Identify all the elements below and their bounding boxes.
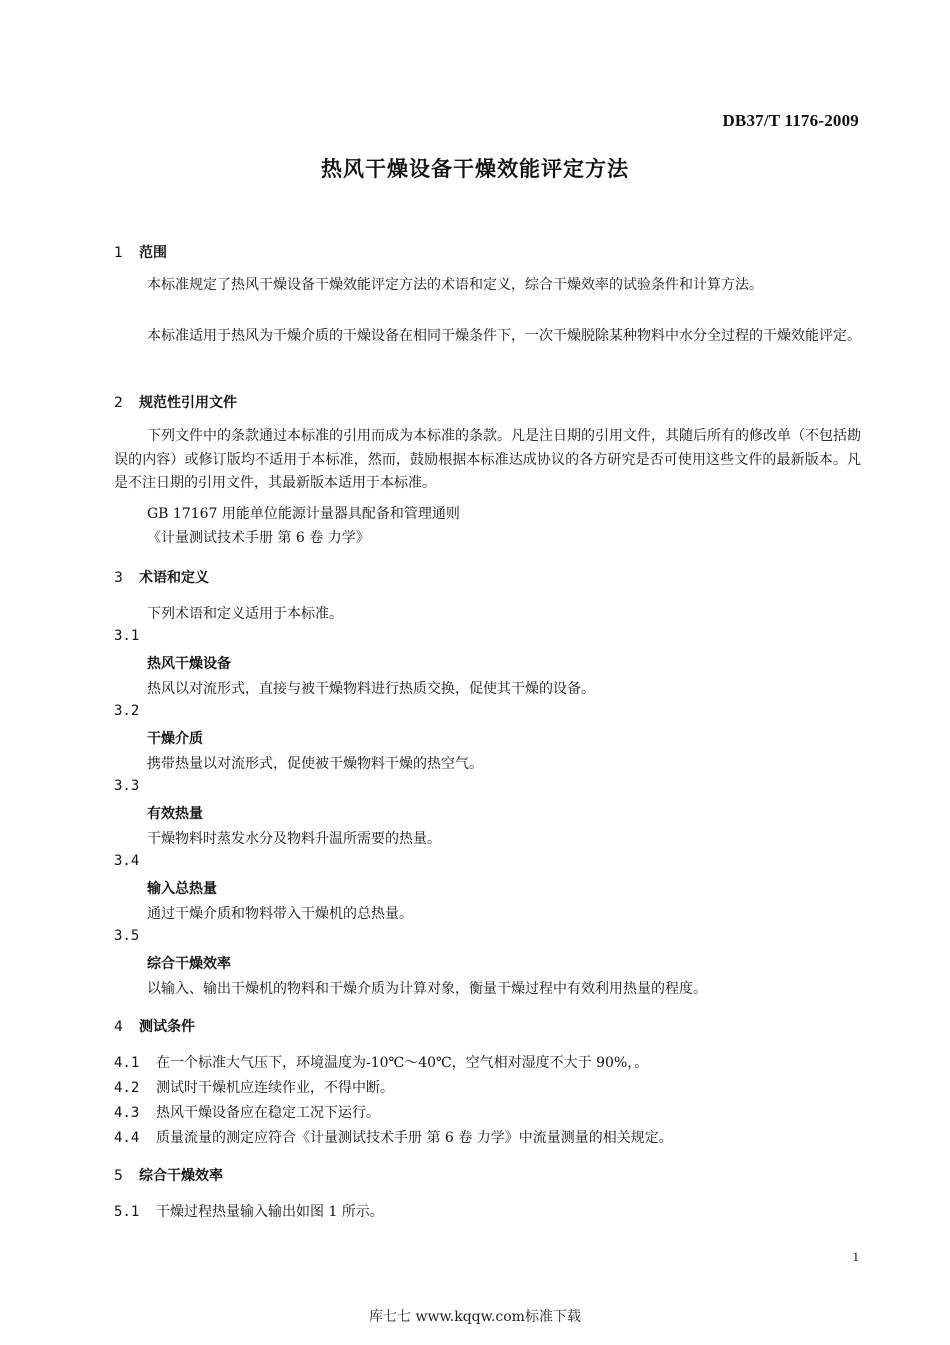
section-number: 2	[114, 395, 123, 411]
clause-number: 4.2	[114, 1080, 140, 1096]
section-1-heading	[114, 242, 167, 262]
section-number: 1	[114, 245, 123, 261]
section-3-intro: 下列术语和定义适用于本标准。	[147, 606, 343, 622]
section-title: 测试条件	[139, 1019, 195, 1035]
section-1-paragraph-2: 本标准适用于热风为干燥介质的干燥设备在相同干燥条件下，一次干燥脱除某种物料中水分全过程的干燥效能评定。	[147, 328, 861, 344]
term-definition: 通过干燥介质和物料带入干燥机的总热量。	[147, 906, 413, 922]
clause-number: 4.3	[114, 1105, 140, 1121]
page-number: 1	[852, 1249, 859, 1264]
normative-reference: GB 17167 用能单位能源计量器具配备和管理通则	[147, 506, 460, 522]
normative-reference: 《计量测试技术手册 第 6 卷 力学》	[147, 530, 370, 546]
section-title: 综合干燥效率	[139, 1168, 223, 1184]
term-definition: 干燥物料时蒸发水分及物料升温所需要的热量。	[147, 831, 441, 847]
term-number: 3.1	[114, 628, 140, 644]
clause-text: 测试时干燥机应连续作业，不得中断。	[156, 1080, 394, 1096]
clause-item	[114, 1201, 384, 1221]
download-footer: 库七七 www.kqqw.com标准下载	[369, 1309, 581, 1325]
section-3-heading	[114, 567, 209, 587]
term-name: 干燥介质	[147, 731, 203, 747]
clause-text: 热风干燥设备应在稳定工况下运行。	[156, 1105, 380, 1121]
section-4-heading	[114, 1016, 195, 1036]
section-title: 规范性引用文件	[139, 395, 237, 411]
term-number: 3.3	[114, 778, 140, 794]
clause-item	[114, 1052, 648, 1072]
term-name: 综合干燥效率	[147, 956, 231, 972]
section-1-paragraph-1: 本标准规定了热风干燥设备干燥效能评定方法的术语和定义，综合干燥效率的试验条件和计算方法。	[147, 277, 763, 293]
clause-item	[114, 1077, 394, 1097]
clause-text: 在一个标准大气压下，环境温度为-10℃～40℃，空气相对湿度不大于 90%，。	[156, 1055, 649, 1071]
term-name: 热风干燥设备	[147, 656, 231, 672]
section-2-paragraph: 下列文件中的条款通过本标准的引用而成为本标准的条款。凡是注日期的引用文件，其随后所有的修改单（不包括勘误的内容）或修订版均不适用于本标准，然而，鼓励根据本标准达成协议的各方研究是否可使用这些文件的最新版本。凡是不注日期的引用文件，其最新版本适用于本标准。	[114, 428, 861, 491]
section-number: 5	[114, 1168, 123, 1184]
term-number: 3.5	[114, 928, 140, 944]
term-definition: 携带热量以对流形式，促使被干燥物料干燥的热空气。	[147, 756, 483, 772]
standard-number: DB37/T 1176-2009	[722, 111, 859, 130]
clause-text: 干燥过程热量输入输出如图 1 所示。	[156, 1204, 384, 1220]
term-number: 3.4	[114, 853, 140, 869]
section-2-heading	[114, 392, 237, 412]
section-title: 术语和定义	[139, 570, 209, 586]
section-number: 4	[114, 1019, 123, 1035]
term-name: 输入总热量	[147, 881, 217, 897]
term-number: 3.2	[114, 703, 140, 719]
term-definition: 热风以对流形式，直接与被干燥物料进行热质交换，促使其干燥的设备。	[147, 681, 595, 697]
clause-text: 质量流量的测定应符合《计量测试技术手册 第 6 卷 力学》中流量测量的相关规定。	[156, 1130, 673, 1146]
term-definition: 以输入、输出干燥机的物料和干燥介质为计算对象，衡量干燥过程中有效利用热量的程度。	[147, 981, 707, 997]
clause-item	[114, 1127, 673, 1147]
section-number: 3	[114, 570, 123, 586]
term-name: 有效热量	[147, 806, 203, 822]
clause-item	[114, 1102, 380, 1122]
section-5-heading	[114, 1165, 223, 1185]
document-title: 热风干燥设备干燥效能评定方法	[321, 157, 629, 181]
clause-number: 4.4	[114, 1130, 140, 1146]
section-title: 范围	[139, 245, 167, 261]
clause-number: 5.1	[114, 1204, 140, 1220]
clause-number: 4.1	[114, 1055, 140, 1071]
